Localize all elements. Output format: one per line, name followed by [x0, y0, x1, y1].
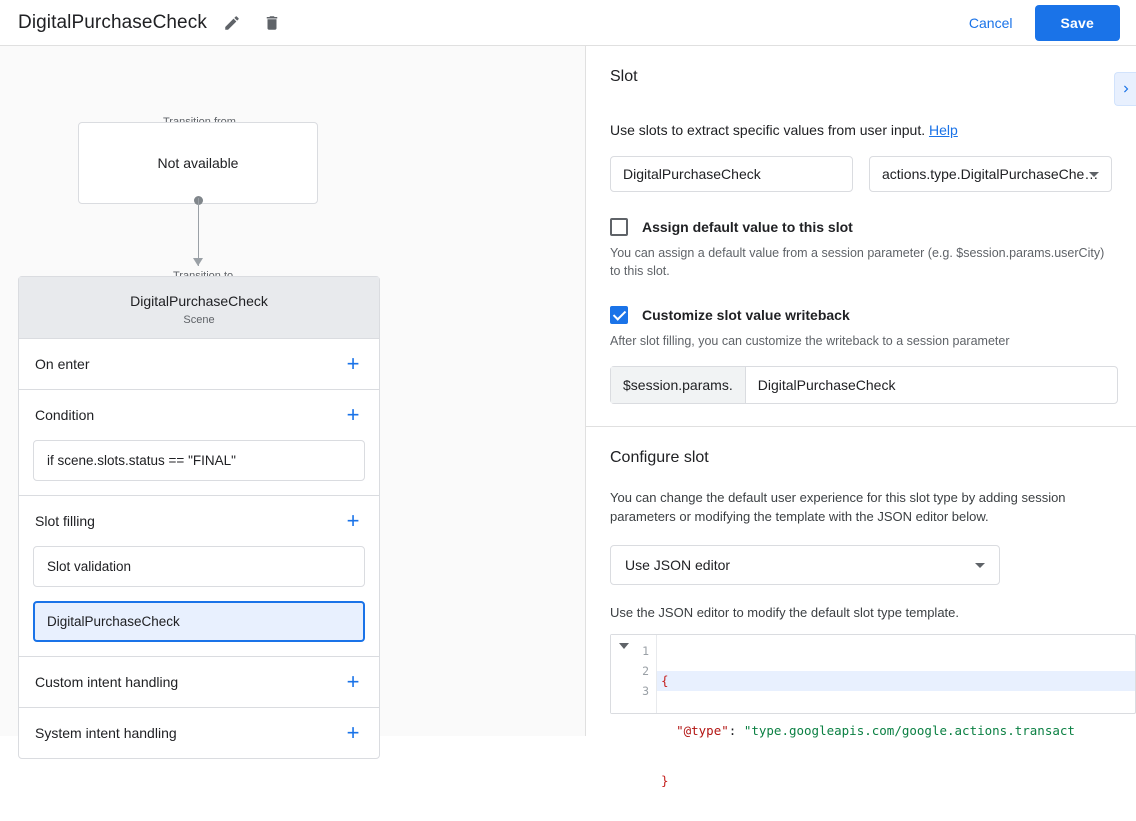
- section-row-system-intent[interactable]: [19, 708, 379, 758]
- chevron-down-icon: [975, 563, 985, 568]
- top-bar: [0, 0, 1136, 46]
- slot-type-value: actions.type.DigitalPurchaseChe…: [882, 166, 1099, 182]
- section-label-on-enter: On enter: [35, 356, 90, 372]
- code-token-key: "@type": [676, 723, 729, 739]
- slot-panel-title: Slot: [610, 68, 638, 85]
- json-editor-gutter: [611, 635, 657, 713]
- transition-from-node[interactable]: [78, 122, 318, 204]
- writeback-checkbox-row[interactable]: [610, 306, 1112, 324]
- slot-description-text: Use slots to extract specific values from user input.: [610, 122, 926, 138]
- slot-name-value: DigitalPurchaseCheck: [623, 166, 761, 182]
- slot-type-select[interactable]: [869, 156, 1112, 192]
- section-system-intent-handling: [19, 708, 379, 758]
- code-token-brace: }: [661, 773, 669, 789]
- section-on-enter: [19, 339, 379, 390]
- content-area: [0, 46, 1136, 789]
- section-custom-intent-handling: [19, 657, 379, 708]
- slot-validation-item[interactable]: Slot validation: [33, 546, 365, 587]
- section-row-custom-intent[interactable]: [19, 657, 379, 707]
- scene-card: [18, 276, 380, 759]
- chevron-down-icon: [1089, 172, 1099, 177]
- json-editor-note: Use the JSON editor to modify the default slot type template.: [610, 605, 960, 621]
- code-line: [657, 721, 1135, 741]
- scene-type: Scene: [183, 314, 215, 326]
- line-number: 1: [642, 644, 649, 659]
- code-line: [657, 771, 1135, 791]
- chevron-right-icon: [1119, 82, 1133, 96]
- default-value-checkbox-row[interactable]: [610, 218, 1112, 236]
- fold-arrow-icon[interactable]: [619, 643, 629, 649]
- json-editor[interactable]: [610, 634, 1136, 789]
- slot-name-input[interactable]: [610, 156, 853, 192]
- section-label-condition: Condition: [35, 407, 95, 423]
- section-row-slot-filling[interactable]: [19, 496, 379, 546]
- section-condition: [19, 390, 379, 496]
- line-number: 2: [642, 664, 649, 679]
- configure-slot-description: You can change the default user experience for this slot type by adding session parameters or modifying the template with the JSON editor below.: [610, 490, 1066, 525]
- slot-description: [610, 122, 1112, 138]
- help-link[interactable]: Help: [929, 122, 958, 138]
- writeback-prefix: $session.params.: [611, 367, 746, 403]
- save-button[interactable]: Save: [1035, 5, 1121, 41]
- default-value-help-text: You can assign a default value from a session parameter (e.g. $session.params.userCity) to this slot.: [610, 246, 1105, 279]
- code-token-brace: {: [661, 673, 669, 689]
- delete-icon-button[interactable]: [257, 8, 287, 38]
- default-value-checkbox[interactable]: [610, 218, 628, 236]
- cancel-button[interactable]: Cancel: [968, 14, 1013, 31]
- add-condition-button[interactable]: +: [346, 402, 360, 427]
- section-label-custom-intent: Custom intent handling: [35, 674, 179, 690]
- writeback-checkbox[interactable]: [610, 306, 628, 324]
- code-line: [657, 671, 1135, 691]
- writeback-field[interactable]: [610, 366, 1118, 404]
- connector-line: [198, 198, 199, 266]
- edit-icon-button[interactable]: [217, 8, 247, 38]
- slot-panel: [586, 46, 1136, 427]
- scene-graph-pane: [0, 46, 586, 745]
- scene-header[interactable]: [19, 277, 379, 339]
- add-custom-intent-button[interactable]: +: [346, 669, 360, 694]
- add-slot-filling-button[interactable]: +: [346, 508, 360, 533]
- editor-mode-value: Use JSON editor: [625, 557, 731, 574]
- page-title: DigitalPurchaseCheck: [18, 11, 207, 33]
- default-value-label: Assign default value to this slot: [642, 219, 853, 235]
- writeback-label: Customize slot value writeback: [642, 307, 850, 324]
- add-system-intent-button[interactable]: +: [346, 720, 360, 745]
- trash-icon: [263, 14, 281, 32]
- section-label-slot-filling: Slot filling: [35, 513, 95, 529]
- add-on-enter-button[interactable]: +: [346, 351, 360, 376]
- configure-slot-title: Configure slot: [610, 449, 709, 467]
- transition-from-value: Not available: [157, 155, 239, 171]
- code-token-string: "type.googleapis.com/google.actions.transact: [743, 723, 1075, 739]
- section-row-condition[interactable]: [19, 390, 379, 440]
- scene-name: DigitalPurchaseCheck: [130, 293, 268, 309]
- slot-fields-row: [610, 156, 1112, 192]
- condition-item[interactable]: if scene.slots.status == "FINAL": [33, 440, 365, 481]
- json-editor-lines[interactable]: [657, 635, 1135, 789]
- editor-mode-select[interactable]: [610, 545, 1000, 585]
- writeback-help-text: After slot filling, you can customize the writeback to a session parameter: [610, 334, 1010, 349]
- connector-arrow-icon: [193, 258, 203, 266]
- section-row-on-enter[interactable]: [19, 339, 379, 389]
- code-token-colon: :: [728, 723, 744, 739]
- slot-details-pane: [586, 46, 1136, 789]
- section-slot-filling: [19, 496, 379, 657]
- line-number: 3: [642, 684, 649, 699]
- pencil-icon: [223, 14, 241, 32]
- section-label-system-intent: System intent handling: [35, 725, 177, 741]
- configure-slot-panel: [586, 427, 1136, 789]
- slot-item-digitalpurchasecheck[interactable]: DigitalPurchaseCheck: [33, 601, 365, 642]
- writeback-value[interactable]: DigitalPurchaseCheck: [757, 377, 896, 394]
- expand-panel-button[interactable]: [1114, 72, 1136, 106]
